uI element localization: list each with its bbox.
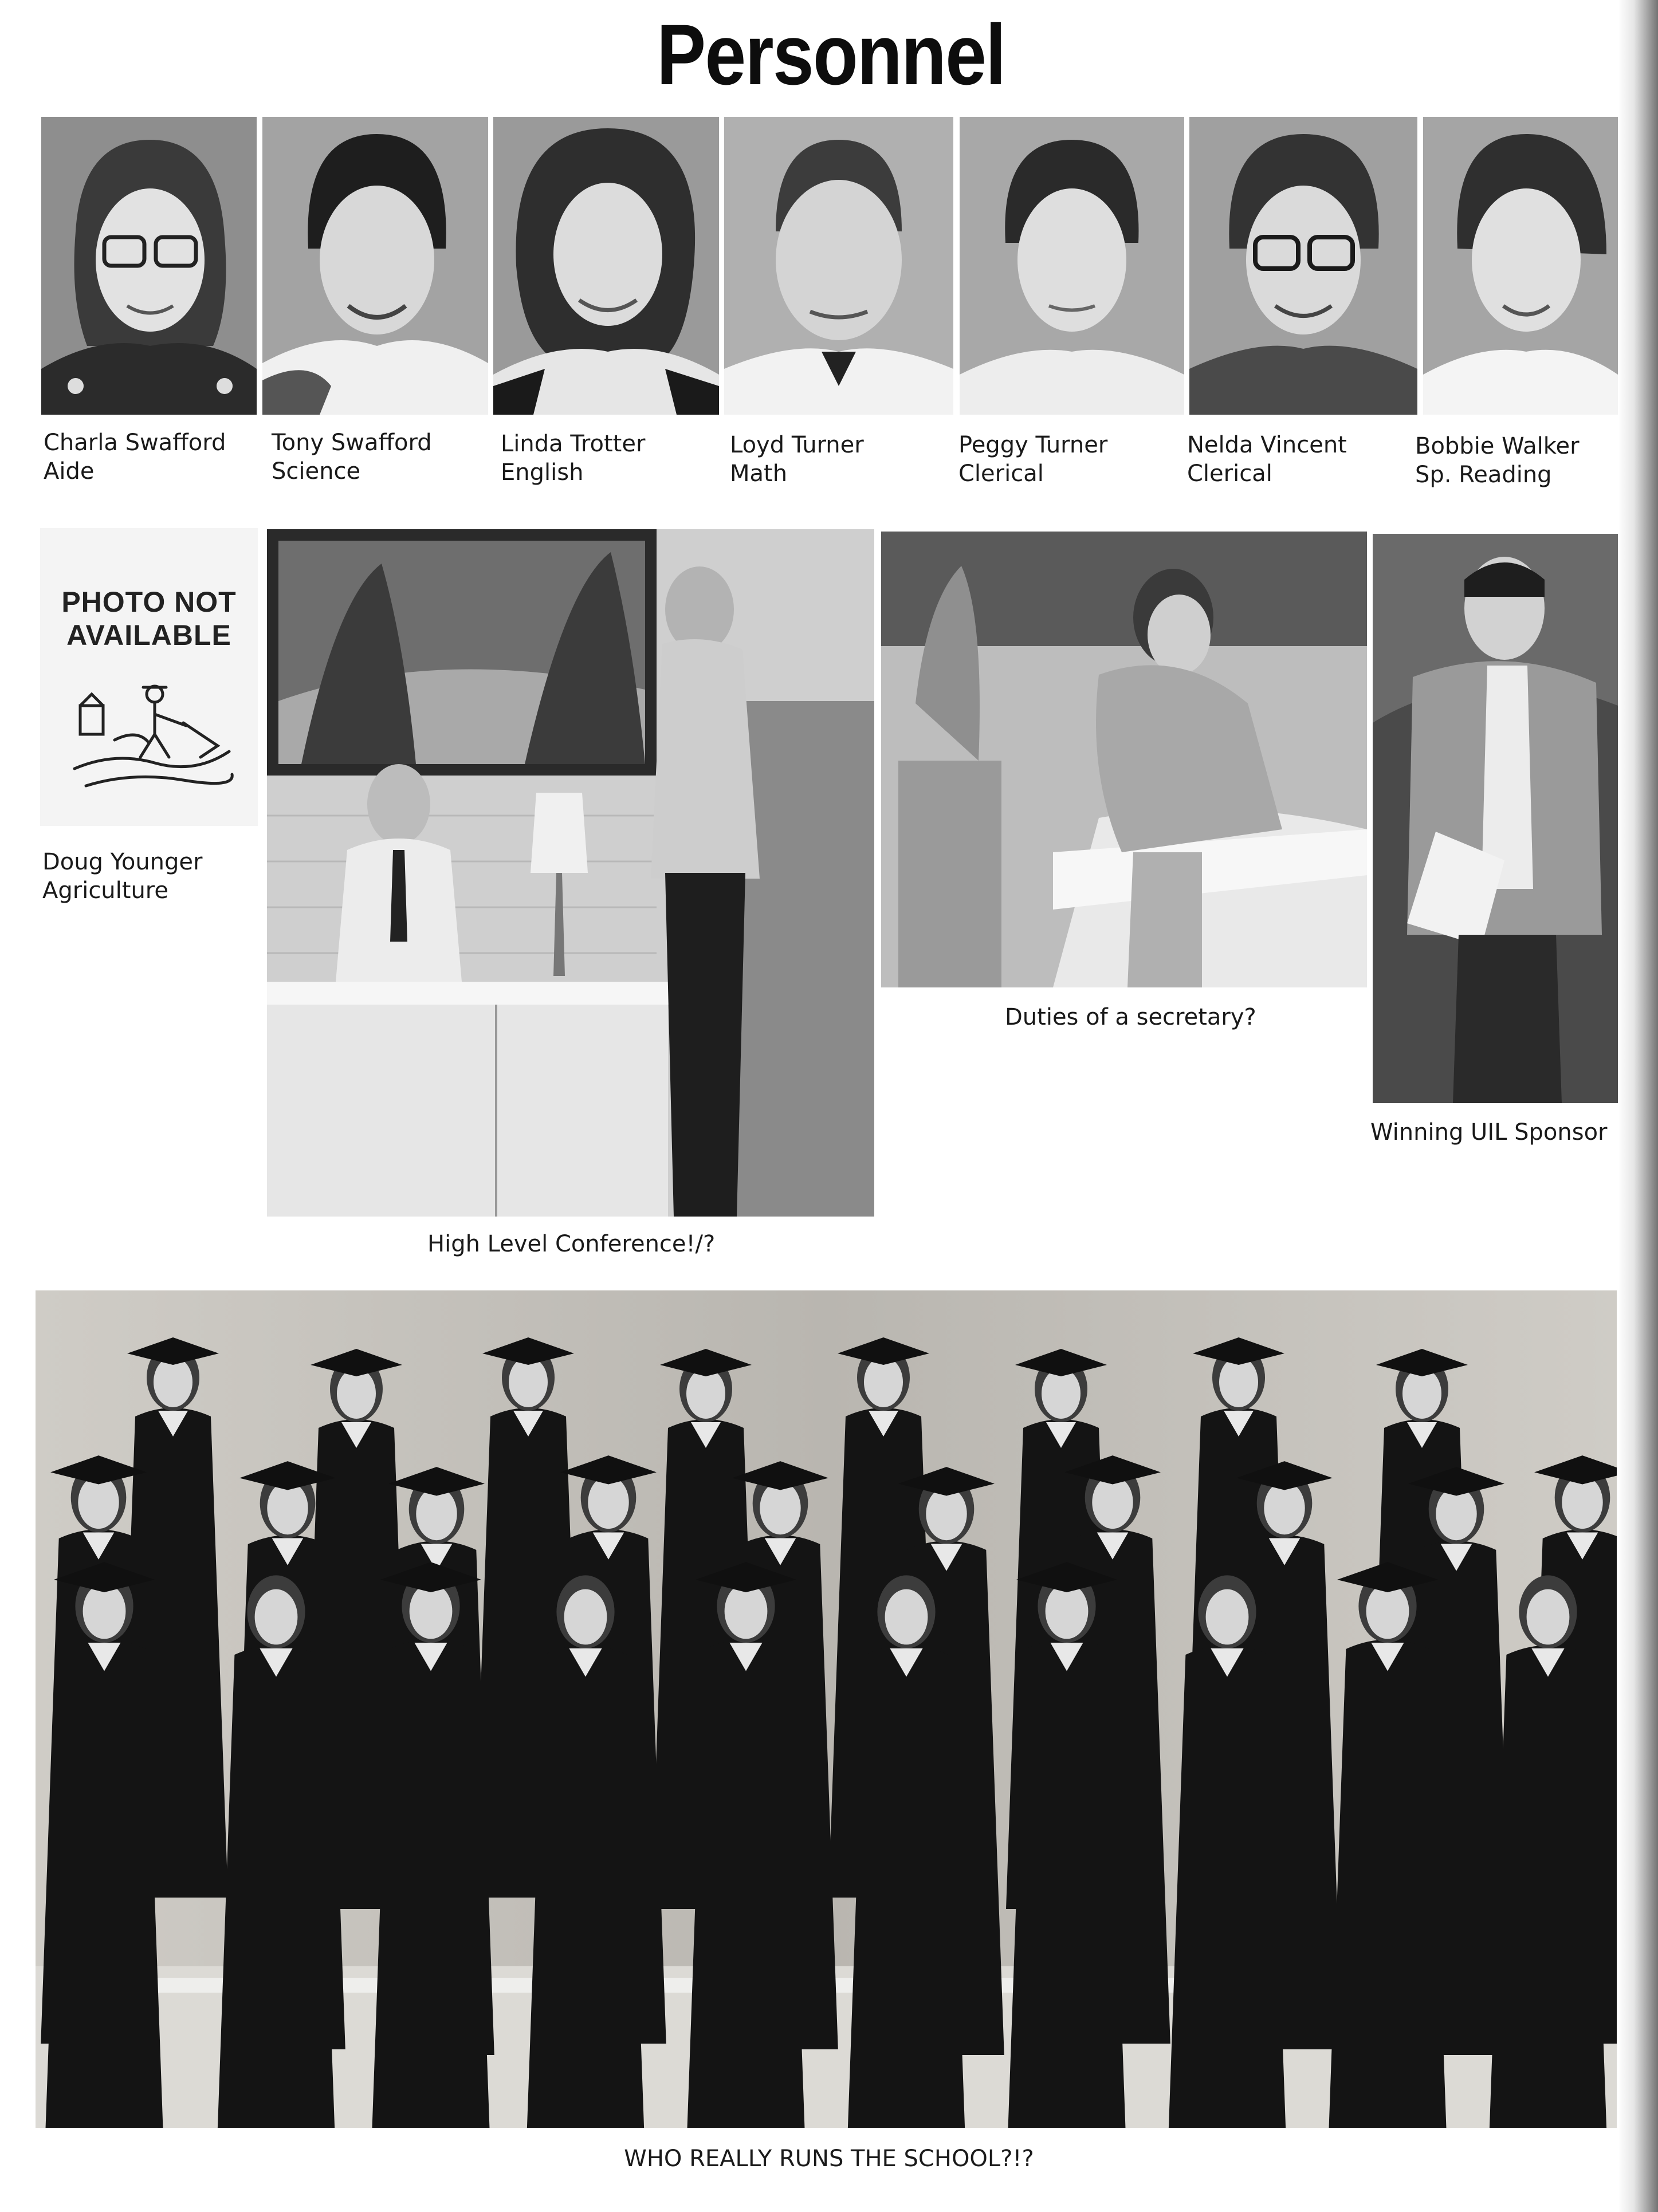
photo-not-available-label: PHOTO NOT AVAILABLE bbox=[61, 586, 237, 651]
staff-role: Math bbox=[730, 460, 788, 487]
staff-name: Nelda Vincent bbox=[1187, 432, 1347, 458]
group-photo bbox=[36, 1290, 1617, 2128]
sponsor-photo bbox=[1373, 534, 1618, 1103]
page-binding-shadow bbox=[1618, 0, 1658, 2212]
portrait-photo bbox=[724, 117, 953, 415]
staff-role: Clerical bbox=[958, 460, 1044, 487]
farmer-plow-illustration bbox=[69, 671, 235, 797]
placeholder-caption bbox=[42, 848, 202, 905]
staff-caption bbox=[501, 430, 645, 487]
sponsor-caption: Winning UIL Sponsor bbox=[1370, 1119, 1608, 1146]
page-title: Personnel bbox=[657, 6, 1005, 103]
secretary-caption: Duties of a secretary? bbox=[1005, 1004, 1256, 1030]
staff-caption bbox=[272, 428, 432, 486]
staff-caption bbox=[1187, 431, 1347, 488]
group-caption: WHO REALLY RUNS THE SCHOOL?!? bbox=[624, 2146, 1034, 2172]
staff-name: Doug Younger bbox=[42, 849, 203, 875]
staff-name: Charla Swafford bbox=[44, 430, 226, 456]
staff-caption bbox=[44, 428, 226, 486]
portrait-photo bbox=[1189, 117, 1417, 415]
staff-role: Agriculture bbox=[42, 877, 168, 904]
staff-caption bbox=[1415, 432, 1580, 489]
staff-role: English bbox=[501, 459, 584, 486]
staff-name: Peggy Turner bbox=[958, 432, 1108, 458]
staff-name: Loyd Turner bbox=[730, 432, 864, 458]
photo-not-available-placeholder bbox=[40, 528, 258, 826]
secretary-photo bbox=[881, 532, 1367, 987]
portrait-photo bbox=[262, 117, 488, 415]
staff-caption bbox=[958, 431, 1107, 488]
portrait-photo bbox=[960, 117, 1184, 415]
staff-role: Aide bbox=[44, 458, 95, 485]
portrait-photo bbox=[41, 117, 257, 415]
portrait-photo bbox=[1423, 117, 1618, 415]
staff-role: Sp. Reading bbox=[1415, 462, 1552, 488]
staff-name: Bobbie Walker bbox=[1415, 433, 1580, 459]
staff-role: Science bbox=[272, 458, 361, 485]
conference-photo bbox=[267, 529, 874, 1217]
portrait-photo bbox=[493, 117, 719, 415]
staff-role: Clerical bbox=[1187, 460, 1272, 487]
conference-caption: High Level Conference!/? bbox=[427, 1231, 716, 1257]
staff-caption bbox=[730, 431, 864, 488]
staff-name: Linda Trotter bbox=[501, 431, 646, 457]
staff-name: Tony Swafford bbox=[272, 430, 432, 456]
